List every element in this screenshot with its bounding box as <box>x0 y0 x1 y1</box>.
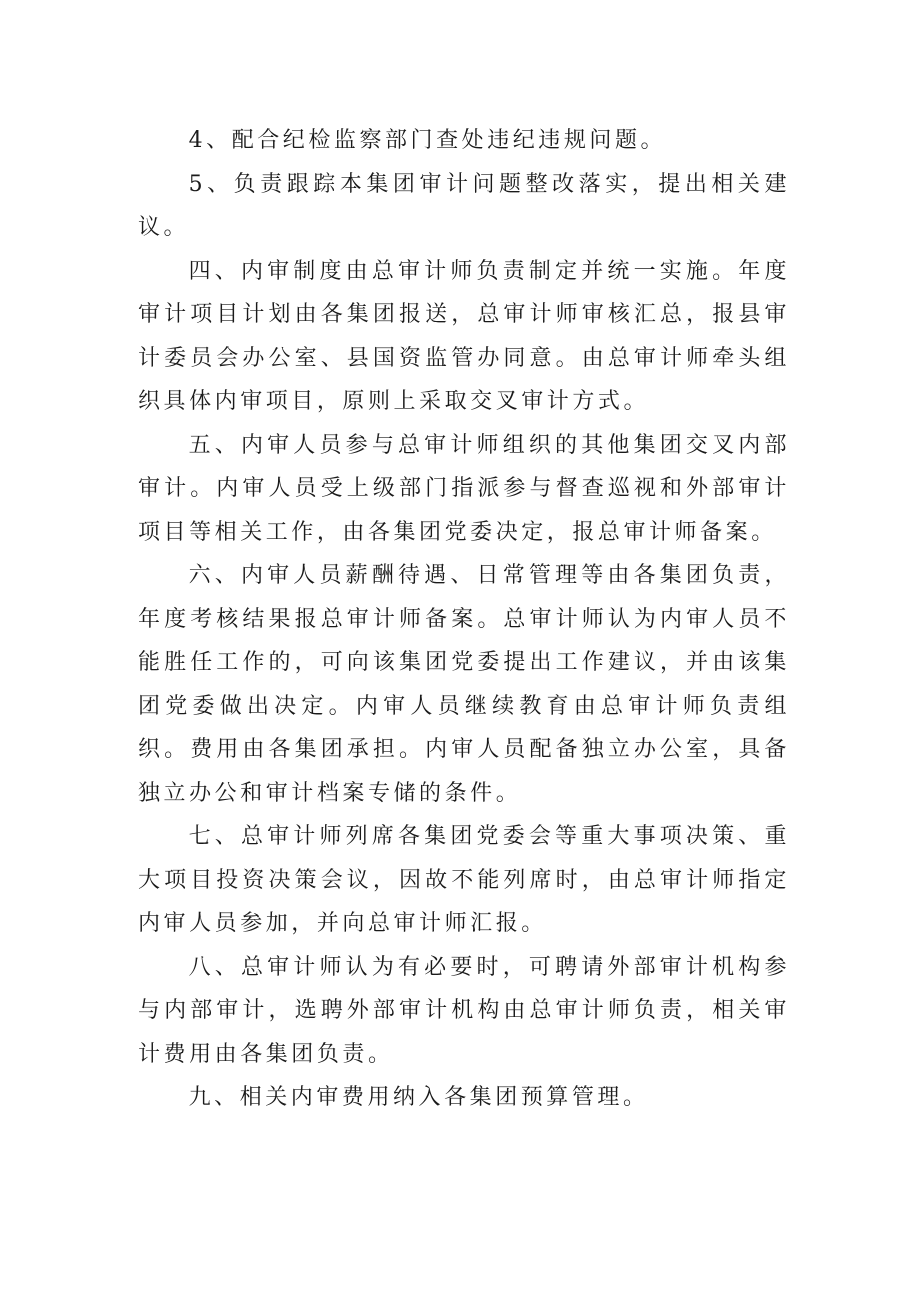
paragraph-section-4: 四、内审制度由总审计师负责制定并统一实施。年度审计项目计划由各集团报送，总审计师审核汇总，报县审计委员会办公室、县国资监管办同意。由总审计师牵头组织具体内审项目，原则上采取交叉审计方式。 <box>138 258 790 414</box>
paragraph-section-5: 五、内审人员参与总审计师组织的其他集团交叉内部审计。内审人员受上级部门指派参与督查巡视和外部审计项目等相关工作，由各集团党委决定，报总审计师备案。 <box>138 432 790 545</box>
paragraph-section-6: 六、内审人员薪酬待遇、日常管理等由各集团负责，年度考核结果报总审计师备案。总审计师认为内审人员不能胜任工作的，可向该集团党委提出工作建议，并由该集团党委做出决定。内审人员继续教育由总审计师负责组织。费用由各集团承担。内审人员配备独立办公室，具备独立办公和审计档案专储的条件。 <box>138 563 790 806</box>
paragraph-item-4: 4、配合纪检监察部门查处违纪违规问题。 <box>188 128 667 153</box>
paragraph-section-8: 八、总审计师认为有必要时，可聘请外部审计机构参与内部审计，选聘外部审计机构由总审计师负责，相关审计费用由各集团负责。 <box>138 954 790 1067</box>
paragraph-section-7: 七、总审计师列席各集团党委会等重大事项决策、重大项目投资决策会议，因故不能列席时，由总审计师指定内审人员参加，并向总审计师汇报。 <box>138 824 790 936</box>
paragraph-section-9: 九、相关内审费用纳入各集团预算管理。 <box>188 1085 649 1110</box>
paragraph-item-5: 5、负责跟踪本集团审计问题整改落实，提出相关建议。 <box>138 171 790 240</box>
